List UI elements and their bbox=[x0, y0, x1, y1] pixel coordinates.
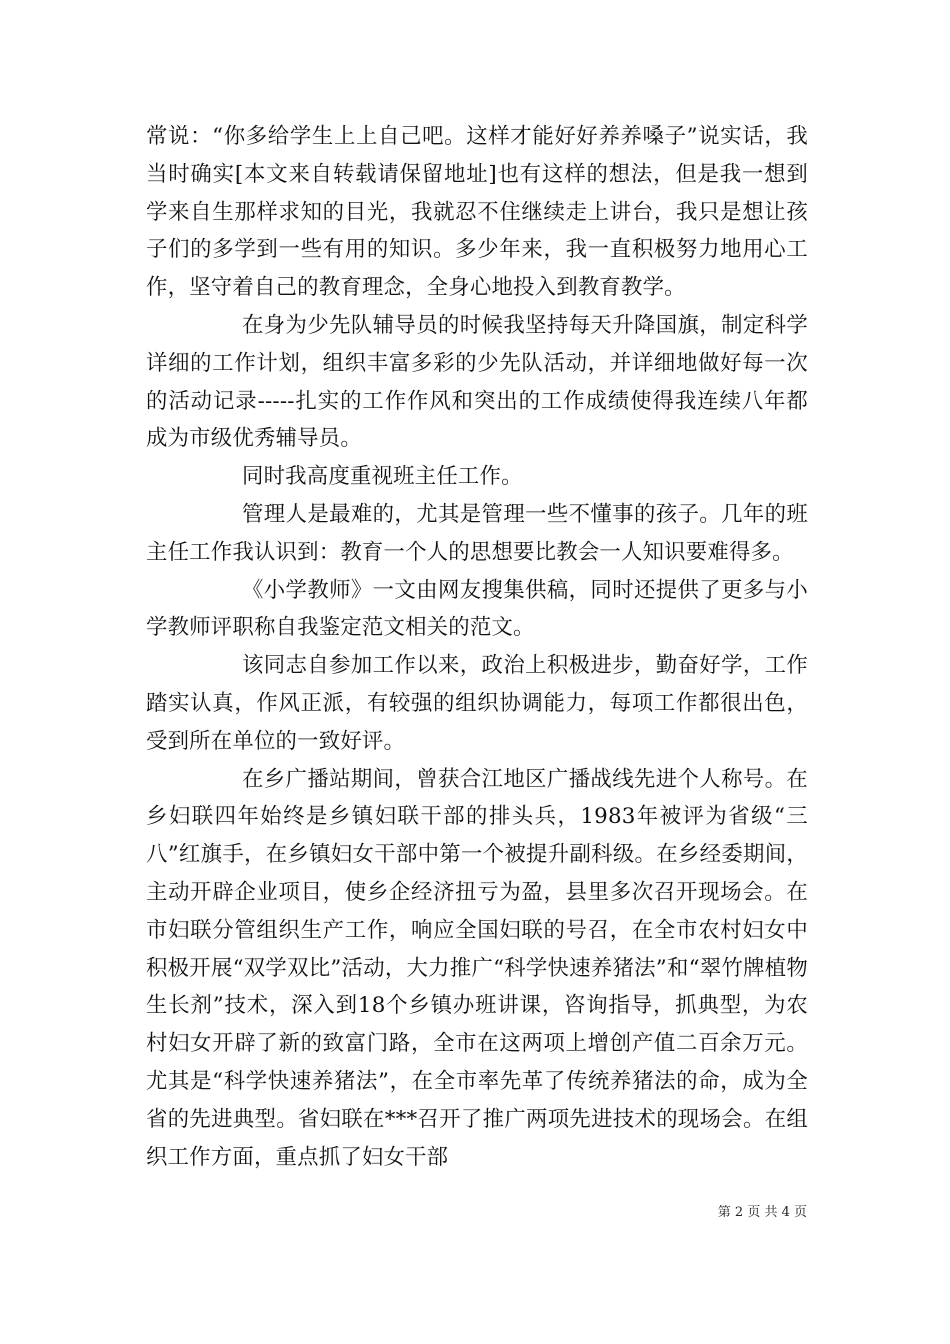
paragraph-1: 常说：“你多给学生上上自己吧。这样才能好好养养嗓子”说实话，我当时确实[本文来自转载请保留地址]也有这样的想法，但是我一想到学来自生那样求知的目光，我就忍不住继续走上讲台，我只是想让孩子们的多学到一些有用的知识。多少年来，我一直积极努力地用心工作，坚守着自己的教育理念，全身心地投入到教育教学。 bbox=[146, 124, 808, 301]
paragraph-2: 在身为少先队辅导员的时候我坚持每天升降国旗，制定科学详细的工作计划，组织丰富多彩的少先队活动，并详细地做好每一次的活动记录-----扎实的工作作风和突出的工作成绩使得我连续八年都成为市级优秀辅导员。 bbox=[146, 312, 808, 452]
paragraph-7: 在乡广播站期间，曾获合江地区广播战线先进个人称号。在乡妇联四年始终是乡镇妇联干部的排头兵，1983年被评为省级“三八”红旗手，在乡镇妇女干部中第一个被提升副科级。在乡经委期间，主动开辟企业项目，使乡企经济扭亏为盈，县里多次召开现场会。在市妇联分管组织生产工作，响应全国妇联的号召，在全市农村妇女中积极开展“双学双比”活动，大力推广“科学快速养猪法”和“翠竹牌植物生长剂”技术，深入到18个乡镇办班讲课，咨询指导，抓典型，为农村妇女开辟了新的致富门路，全市在这两项上增创产值二百余万元。尤其是“科学快速养猪法”，在全市率先革了传统养猪法的命，成为全省的先进典型。省妇联在***召开了推广两项先进技术的现场会。在组织工作方面，重点抓了妇女干部 bbox=[146, 766, 808, 1170]
paragraph-3: 同时我高度重视班主任工作。 bbox=[242, 464, 523, 490]
paragraph-4: 管理人是最难的，尤其是管理一些不懂事的孩子。几年的班主任工作我认识到：教育一个人的思想要比教会一人知识要难得多。 bbox=[146, 501, 808, 565]
paragraph-5: 《小学教师》一文由网友搜集供稿，同时还提供了更多与小学教师评职称自我鉴定范文相关的范文。 bbox=[146, 577, 808, 641]
paragraph-6: 该同志自参加工作以来，政治上积极进步，勤奋好学，工作踏实认真，作风正派，有较强的组织协调能力，每项工作都很出色，受到所在单位的一致好评。 bbox=[146, 653, 808, 754]
document-body bbox=[146, 118, 808, 1176]
page-number: 第 2 页 共 4 页 bbox=[717, 1205, 807, 1220]
